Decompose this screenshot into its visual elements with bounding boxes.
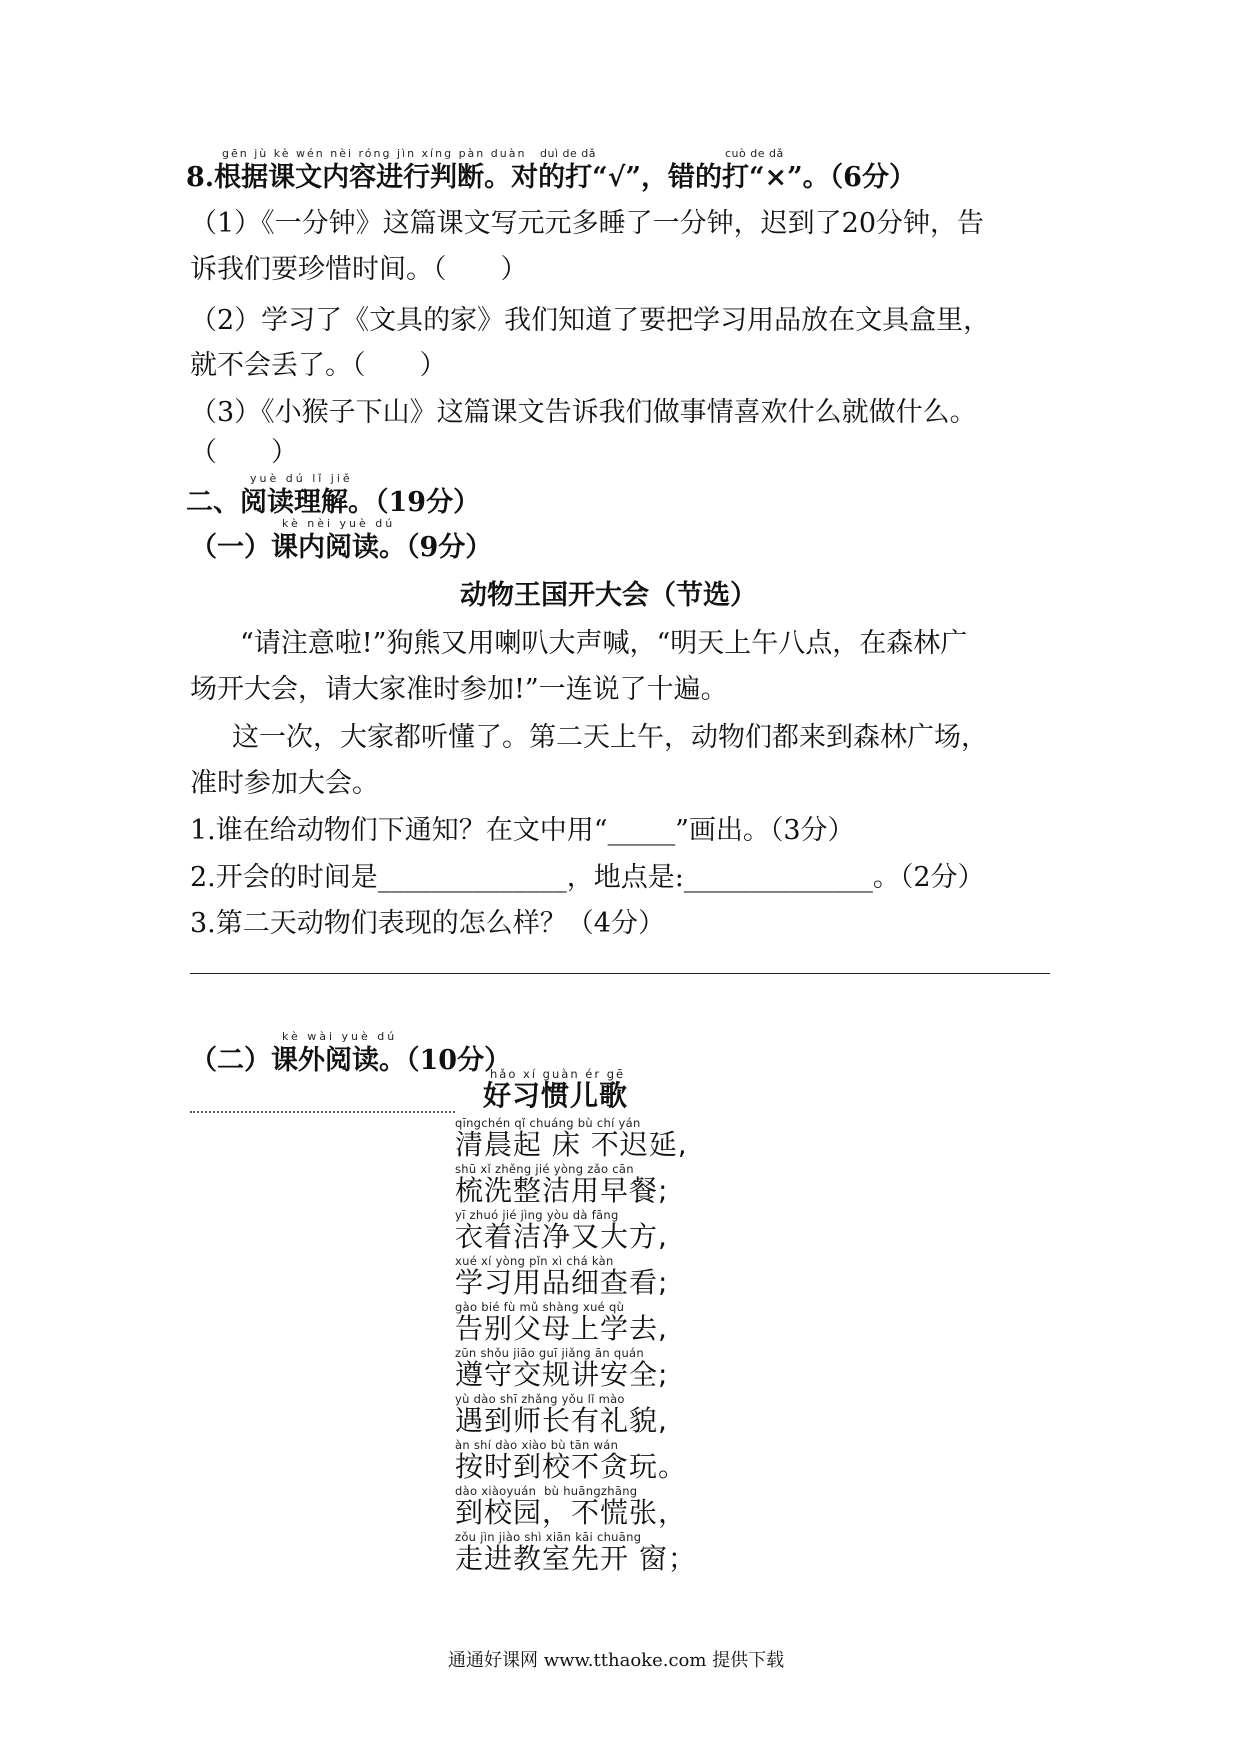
answer-line[interactable] (190, 973, 1050, 974)
reading-question-1: 1.谁在给动物们下通知？在文中用“_____”画出。（3分） (190, 815, 855, 846)
part1-title: （一）课内阅读。（9分） (190, 532, 493, 563)
poem-line-4: 学习用品细查看; (455, 1266, 669, 1299)
passage-para-1-line-2: 场开大会，请大家准时参加!”一连说了十遍。 (190, 674, 728, 705)
poem-line-5: 告别父母上学去, (455, 1312, 668, 1345)
poem-line-2-pinyin: shū xǐ zhěng jié yòng zǎo cān (455, 1162, 634, 1176)
q8-item-2-line-2: 就不会丢了。（ ） (190, 350, 447, 381)
poem-line-7: 遇到师长有礼貌, (455, 1404, 668, 1437)
poem-line-1-pinyin: qīngchén qǐ chuáng bù chí yán (455, 1116, 641, 1130)
q8-title: 8.根据课文内容进行判断。对的打“√”，错的打“×”。（6分） (186, 162, 916, 193)
part2-pinyin: kè wài yuè dú (282, 1030, 398, 1043)
poem-line-8: 按时到校不贪玩。 (455, 1450, 688, 1483)
poem-line-2: 梳洗整洁用早餐; (455, 1174, 669, 1207)
poem-line-9-pinyin: dào xiàoyuán bù huāngzhāng (455, 1484, 638, 1498)
q8-item-3-line-2: （ ） (190, 437, 298, 468)
passage-para-2-line-2: 准时参加大会。 (190, 768, 379, 799)
poem-line-9: 到校园，不慌张， (455, 1496, 688, 1529)
poem-line-10-pinyin: zǒu jìn jiào shì xiān kāi chuāng (455, 1530, 642, 1544)
passage-para-1-line-1: “请注意啦!”狗熊又用喇叭大声喊，“明天上午八点，在森林广 (240, 628, 968, 659)
reading-question-2: 2.开会的时间是______________，地点是:______________。（2分） (190, 862, 985, 893)
poem-line-1: 清晨起 床 不迟延, (455, 1128, 688, 1161)
section2-pinyin: yuè dú lǐ jiě (250, 472, 353, 485)
q8-item-3-line-1: （3）《小猴子下山》这篇课文告诉我们做事情喜欢什么就做什么。 (190, 397, 977, 428)
poem-line-4-pinyin: xué xí yòng pǐn xì chá kàn (455, 1254, 614, 1268)
dotted-divider (190, 1111, 455, 1113)
q8-item-2-line-1: （2）学习了《文具的家》我们知道了要把学习用品放在文具盒里， (190, 305, 991, 336)
poem-line-7-pinyin: yù dào shī zhǎng yǒu lǐ mào (455, 1392, 625, 1406)
poem-body (455, 1117, 697, 1575)
q8-item-1-line-1: （1）《一分钟》这篇课文写元元多睡了一分钟，迟到了20分钟，告 (190, 208, 985, 239)
poem-title: 好习惯儿歌 (483, 1079, 629, 1112)
poem-line-3-pinyin: yī zhuó jié jìng yòu dà fāng (455, 1208, 619, 1222)
section2-title: 二、阅读理解。（19分） (186, 487, 481, 518)
passage-para-2-line-1: 这一次，大家都听懂了。第二天上午，动物们都来到森林广场， (232, 722, 988, 753)
part2-title: （二）课外阅读。（10分） (190, 1045, 512, 1076)
poem-line-6-pinyin: zūn shǒu jiāo guī jiǎng ān quán (455, 1346, 644, 1360)
poem-line-6: 遵守交规讲安全; (455, 1358, 669, 1391)
reading-question-3: 3.第二天动物们表现的怎么样？（4分） (190, 908, 665, 939)
q8-right-pinyin: duì de dǎ (540, 147, 596, 160)
poem-line-5-pinyin: gào bié fù mǔ shàng xué qù (455, 1300, 625, 1314)
part1-pinyin: kè nèi yuè dú (282, 517, 396, 530)
q8-item-1-line-2: 诉我们要珍惜时间。（ ） (190, 254, 528, 285)
q8-wrong-pinyin: cuò de dǎ (725, 147, 784, 160)
passage-title: 动物王国开大会（节选） (460, 580, 757, 611)
poem-title-pinyin: hǎo xí guàn ér gē (490, 1067, 626, 1081)
poem-line-8-pinyin: àn shí dào xiào bù tān wán (455, 1438, 619, 1452)
page-footer: 通通好课网 www.tthaoke.com 提供下载 (448, 1650, 785, 1671)
q8-title-pinyin: gēn jù kè wén nèi róng jìn xíng pàn duàn (222, 147, 527, 160)
poem-line-10: 走进教室先开 窗； (455, 1542, 697, 1575)
poem-line-3: 衣着洁净又大方, (455, 1220, 668, 1253)
